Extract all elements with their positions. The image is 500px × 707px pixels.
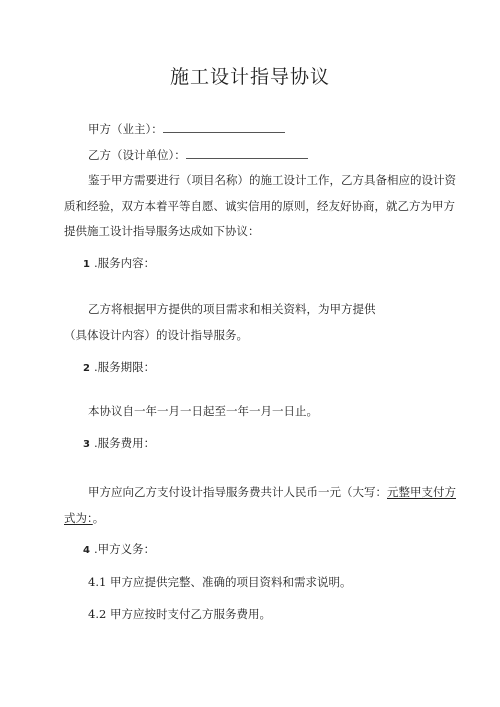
party-b-label: 乙方（设计单位）： bbox=[88, 148, 186, 162]
document-title: 施工设计指导协议 bbox=[169, 66, 330, 88]
section-3-number: 3 bbox=[83, 439, 90, 450]
preamble-line-3: 提供施工设计指导服务达成如下协议： bbox=[64, 224, 260, 238]
preamble-line-1: 鉴于甲方需要进行（项目名称）的施工设计工作，乙方具备相应的设计资 bbox=[88, 173, 456, 187]
section-3-line-2-end: 。 bbox=[92, 511, 105, 525]
section-1-line-2: （具体设计内容）的设计指导服务。 bbox=[64, 328, 248, 342]
section-3-title: .服务费用： bbox=[93, 436, 156, 450]
section-1-number: 1 bbox=[83, 259, 90, 270]
section-1-title: .服务内容： bbox=[93, 256, 156, 270]
section-3-line-2-underlined: 式为： bbox=[64, 511, 93, 525]
section-3-line-2 bbox=[64, 510, 104, 526]
party-b-blank bbox=[186, 147, 308, 159]
section-4-title: .甲方义务： bbox=[93, 542, 156, 556]
section-4-item-1: 4.1 甲方应提供完整、准确的项目资料和需求说明。 bbox=[88, 575, 352, 589]
section-3-heading bbox=[83, 435, 155, 453]
preamble-line-2: 质和经验，双方本着平等自愿、诚实信用的原则，经友好协商，就乙方为甲方 bbox=[64, 199, 455, 213]
section-4-number: 4 bbox=[83, 545, 90, 556]
party-a-label: 甲方（业主）： bbox=[88, 122, 163, 136]
party-b-line bbox=[88, 147, 308, 163]
section-2-line-1: 本协议自一年一月一日起至一年一月一日止。 bbox=[88, 404, 318, 418]
section-1-line-1: 乙方将根据甲方提供的项目需求和相关资料，为甲方提供 bbox=[88, 302, 376, 316]
section-3-line-1-text: 甲方应向乙方支付设计指导服务费共计人民币一元（大写： bbox=[88, 485, 387, 499]
section-2-title: .服务期限： bbox=[93, 360, 156, 374]
section-2-number: 2 bbox=[83, 363, 90, 374]
section-4-item-2: 4.2 甲方应按时支付乙方服务费用。 bbox=[88, 607, 271, 621]
section-2-heading bbox=[83, 359, 155, 377]
section-3-line-1-underlined: 元整甲支付方 bbox=[387, 485, 456, 499]
section-4-heading bbox=[83, 541, 155, 559]
party-a-blank bbox=[163, 121, 285, 133]
section-3-line-1 bbox=[88, 484, 456, 500]
section-1-heading bbox=[83, 255, 155, 273]
party-a-line bbox=[88, 121, 285, 137]
